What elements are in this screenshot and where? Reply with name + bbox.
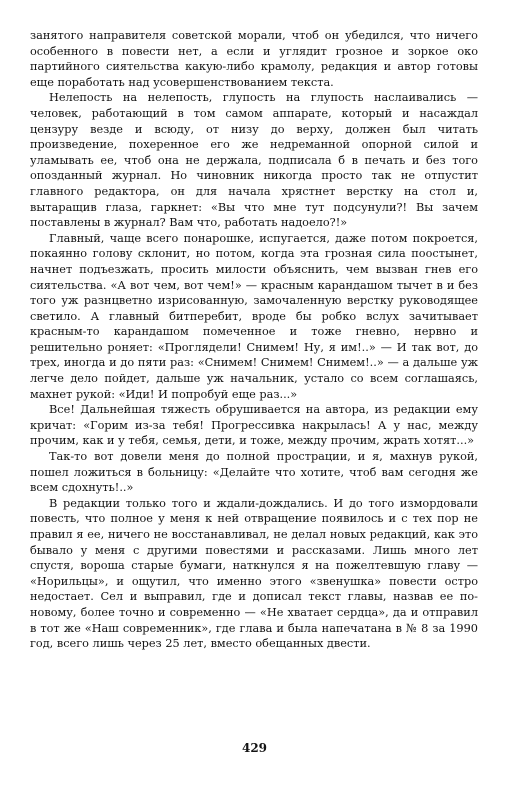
paragraph: Нелепость на нелепость, глупость на глупость наслаивались — человек, работающий в том самом аппарате, который и насаждал цензуру везде и всюду, от низу до верху, должен был читать произведение, похеренное его же недреманной опорной силой и уламывать ее, чтоб она не держала, подписала б в печать и без того опозданный журнал. Но чиновник никогда просто так не отпустит главного редактора, он для начала хрястнет верстку на стол и, вытаращив глаза, гаркнет: «Вы что мне тут подсунули?! Вы зачем поставлены в журнал? Вам что, работать надоело?!» bbox=[30, 91, 478, 230]
paragraph: Главный, чаще всего понарошке, испугается, даже потом покроется, покаянно голову склонит, но потом, когда эта грозная сила поостынет, начнет подъезжать, просить милости объяснить, чем вызван гнев его сиятельства. «А вот чем, вот чем!» — красным карандашом тычет в и без того уж разнцветно изрисованную, замочаленную верстку руководящее светило. А главный битперебит, вроде бы робко вслух зачитывает красным-то карандашом помеченное и тоже гневно, нервно и решительно роняет: «Проглядели! Снимем! Ну, я им!..» — И так вот, до трех, иногда и до пяти раз: «Снимем! Снимем! Снимем!..» — а дальше уж легче дело пойдет, дальше уж начальник, устало со всем соглашаясь, махнет рукой: «Иди! И попробуй еще раз...» bbox=[30, 231, 478, 401]
paragraph: Так-то вот довели меня до полной прострации, и я, махнув рукой, пошел ложиться в больницу: «Делайте что хотите, чтоб вам сегодня же всем сдохнуть!..» bbox=[30, 450, 478, 495]
paragraph: Все! Дальнейшая тяжесть обрушивается на автора, из редакции ему кричат: «Горим из-за тебя! Прогрессивка накрылась! А у нас, между прочим, как и у тебя, семья, дети, и тоже, между прочим, жрать хотят...» bbox=[30, 403, 478, 448]
page-number: 429 bbox=[241, 741, 268, 755]
paragraph: занятого направителя советской морали, чтоб он убедился, что ничего особенного в повести нет, а если и углядит грозное и зоркое око партийного сиятельства какую-либо крамолу, редакция и автор готовы еще поработать над усовершенствованием текста. bbox=[30, 29, 478, 89]
paragraph: В редакции только того и ждали-дождались. И до того измордовали повесть, что полное у меня к ней отвращение появилось и с тех пор не правил я ее, ничего не восстанавливал, не делал новых редакций, как это бывало у меня с другими повестями и рассказами. Лишь много лет спустя, вороша старые бумаги, наткнулся я на пожелтевшую главу — «Норильцы», и ощутил, что именно этого «звенушка» повести остро недостает. Сел и выправил, где и дописал текст главы, назвав ее по-новому, более точно и современно — «Не хватает сердца», да и отправил в тот же «Наш современник», где глава и была напечатана в № 8 за 1990 год, всего лишь через 25 лет, вместо обещанных двести. bbox=[30, 496, 478, 651]
page-text bbox=[30, 28, 478, 652]
